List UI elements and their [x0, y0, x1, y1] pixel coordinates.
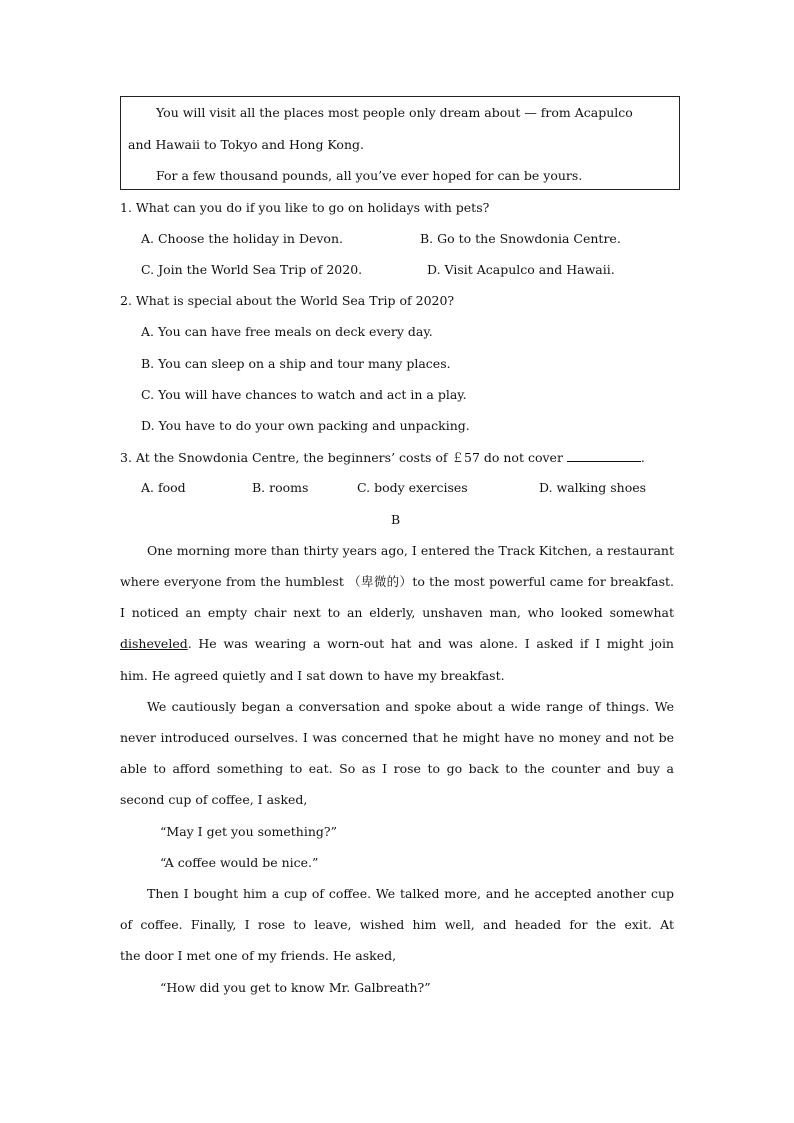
question-2-stem: 2. What is special about the World Sea Trip of 2020? — [120, 293, 455, 308]
question-1-stem: 1. What can you do if you like to go on holidays with pets? — [120, 200, 490, 215]
question-1-option-b: B. Go to the Snowdonia Centre. — [420, 231, 621, 246]
dialogue-line-3: “How did you get to know Mr. Galbreath?” — [160, 980, 431, 995]
question-3-stem-text: 3. At the Snowdonia Centre, the beginners’ costs of ￡57 do not cover — [120, 450, 563, 465]
passage-line-10: Then I bought him a cup of coffee. We talked more, and he accepted another cup — [147, 886, 674, 901]
answer-blank — [567, 449, 641, 462]
dialogue-line-2: “A coffee would be nice.” — [160, 855, 319, 870]
dialogue-line-1: “May I get you something?” — [160, 824, 338, 839]
question-2-option-b: B. You can sleep on a ship and tour many places. — [141, 356, 451, 371]
question-3-option-b: B. rooms — [252, 480, 309, 495]
question-2-option-c: C. You will have chances to watch and act in a play. — [141, 387, 467, 402]
passage-line-4-rest: . He was wearing a worn-out hat and was alone. I asked if I might join — [187, 636, 674, 651]
passage-line-12: the door I met one of my friends. He asked, — [120, 948, 397, 963]
question-3-option-a: A. food — [141, 480, 186, 495]
passage-line-11: of coffee. Finally, I rose to leave, wished him well, and headed for the exit. At — [120, 917, 674, 932]
passage-line-3: I noticed an empty chair next to an elderly, unshaven man, who looked somewhat — [120, 605, 674, 620]
box-line-3: For a few thousand pounds, all you’ve ever hoped for can be yours. — [156, 168, 583, 183]
passage-line-5: him. He agreed quietly and I sat down to have my breakfast. — [120, 668, 505, 683]
passage-line-6: We cautiously began a conversation and spoke about a wide range of things. We — [147, 699, 674, 714]
passage-line-2: where everyone from the humblest （卑微的）to the most powerful came for breakfast. — [120, 574, 674, 589]
passage-line-1: One morning more than thirty years ago, I entered the Track Kitchen, a restaurant — [147, 543, 674, 558]
underlined-word: disheveled — [120, 636, 188, 651]
passage-line-4 — [120, 636, 674, 652]
question-3-option-c: C. body exercises — [357, 480, 468, 495]
question-3-option-d: D. walking shoes — [539, 480, 647, 495]
question-2-option-a: A. You can have free meals on deck every day. — [141, 324, 433, 339]
box-line-2: and Hawaii to Tokyo and Hong Kong. — [128, 137, 364, 152]
passage-line-8: able to afford something to eat. So as I rose to go back to the counter and buy a — [120, 761, 674, 776]
question-1-option-d: D. Visit Acapulco and Hawaii. — [427, 262, 615, 277]
question-1-option-a: A. Choose the holiday in Devon. — [141, 231, 343, 246]
question-3-stem-end: . — [640, 450, 645, 465]
question-2-option-d: D. You have to do your own packing and unpacking. — [141, 418, 470, 433]
question-3-stem — [120, 449, 645, 466]
box-line-1: You will visit all the places most people only dream about — from Acapulco — [156, 105, 633, 120]
passage-line-9: second cup of coffee, I asked, — [120, 792, 308, 807]
question-1-option-c: C. Join the World Sea Trip of 2020. — [141, 262, 363, 277]
passage-line-7: never introduced ourselves. I was concerned that he might have no money and not be — [120, 730, 674, 745]
section-b-heading: B — [391, 512, 401, 527]
